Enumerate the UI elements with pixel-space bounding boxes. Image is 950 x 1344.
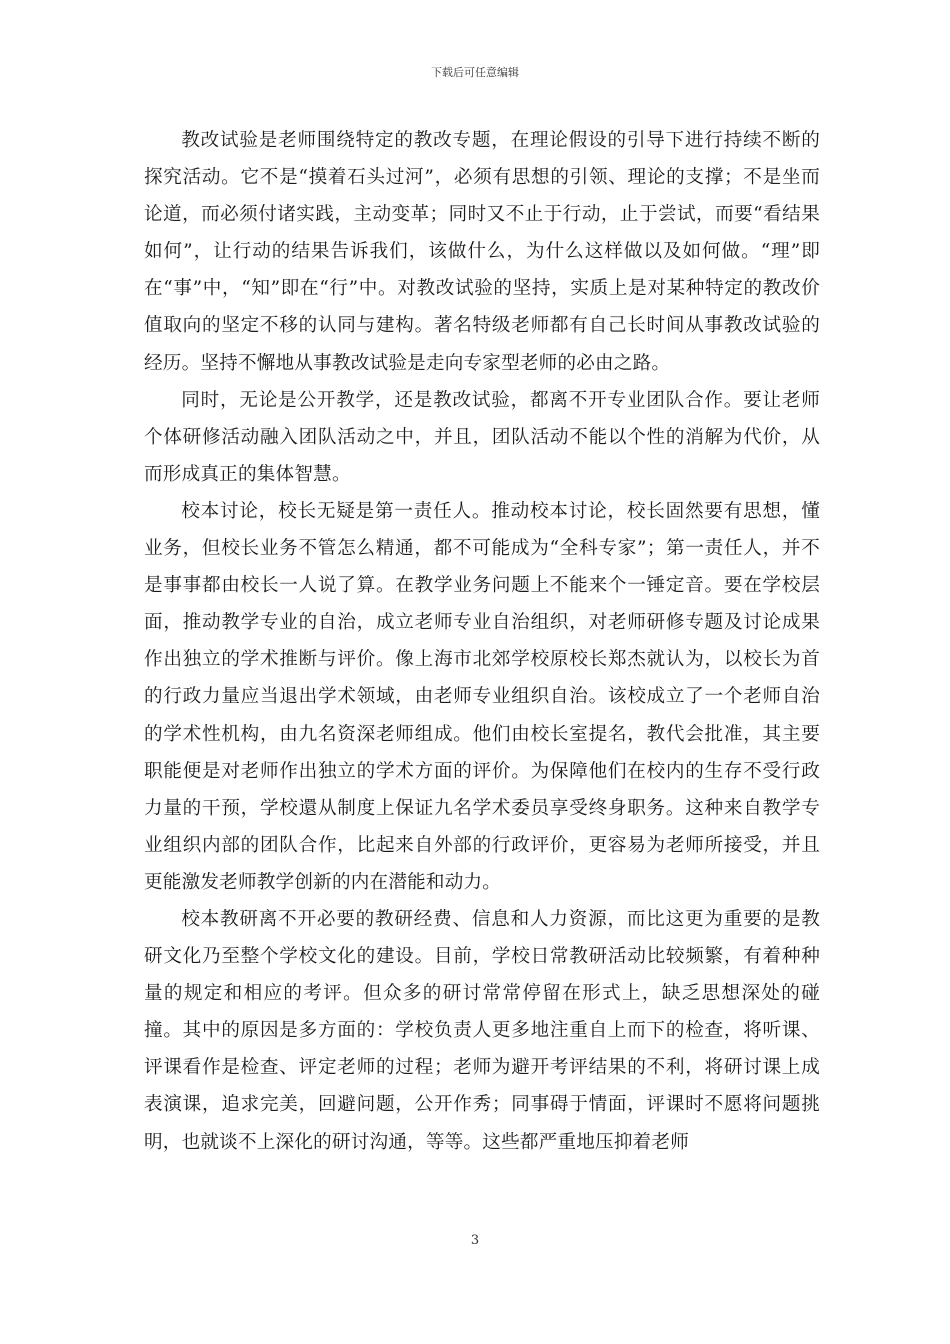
paragraph-2: 同时，无论是公开教学，还是教改试验，都离不开专业团队合作。要让老师个体研修活动融入团队活动之中，并且，团队活动不能以个性的消解为代价，从而形成真正的集体智慧。 bbox=[144, 389, 820, 485]
page-header: 下载后可任意编辑 bbox=[431, 66, 519, 79]
paragraph-4: 校本教研离不开必要的教研经费、信息和人力资源，而比这更为重要的是教研文化乃至整个学校文化的建设。目前，学校日常教研活动比较频繁，有着种种量的规定和相应的考评。但众多的研讨常常停留在形式上，缺乏思想深处的碰撞。其中的原因是多方面的：学校负责人更多地注重自上而下的检查，将听课、评课看作是检查、评定老师的过程；老师为避开考评结果的不利，将研讨课上成表演课，追求完美，回避问题，公开作秀；同事碍于情面，评课时不愿将问题挑明，也就谈不上深化的研讨沟通，等等。这些都严重地压抑着老师 bbox=[144, 908, 820, 1153]
page-number: 3 bbox=[470, 1233, 480, 1248]
paragraph-1: 教改试验是老师围绕特定的教改专题，在理论假设的引导下进行持续不断的探究活动。它不是“摸着石头过河”，必须有思想的引领、理论的支撑；不是坐而论道，而必须付诸实践，主动变革；同时又不止于行动，止于尝试，而要“看结果如何”，让行动的结果告诉我们，该做什么，为什么这样做以及如何做。“理”即在“事”中，“知”即在“行”中。对教改试验的坚持，实质上是对某种特定的教改价值取向的坚定不移的认同与建构。著名特级老师都有自己长时间从事教改试验的经历。坚持不懈地从事教改试验是走向专家型老师的必由之路。 bbox=[144, 130, 820, 374]
document-body bbox=[144, 122, 820, 1161]
paragraph-3: 校本讨论，校长无疑是第一责任人。推动校本讨论，校长固然要有思想，懂业务，但校长业务不管怎么精通，都不可能成为“全科专家”；第一责任人，并不是事事都由校长一人说了算。在教学业务问题上不能来个一锤定音。要在学校层面，推动教学专业的自治，成立老师专业自治组织，对老师研修专题及讨论成果作出独立的学术推断与评价。像上海市北郊学校原校长郑杰就认为，以校长为首的行政力量应当退出学术领域，由老师专业组织自治。该校成立了一个老师自治的学术性机构，由九名资深老师组成。他们由校长室提名，教代会批准，其主要职能便是对老师作出独立的学术方面的评价。为保障他们在校内的生存不受行政力量的干预，学校還从制度上保证九名学术委员享受终身职务。这种来自教学专业组织内部的团队合作，比起来自外部的行政评价，更容易为老师所接受，并且更能激发老师教学创新的内在潜能和动力。 bbox=[144, 500, 820, 893]
